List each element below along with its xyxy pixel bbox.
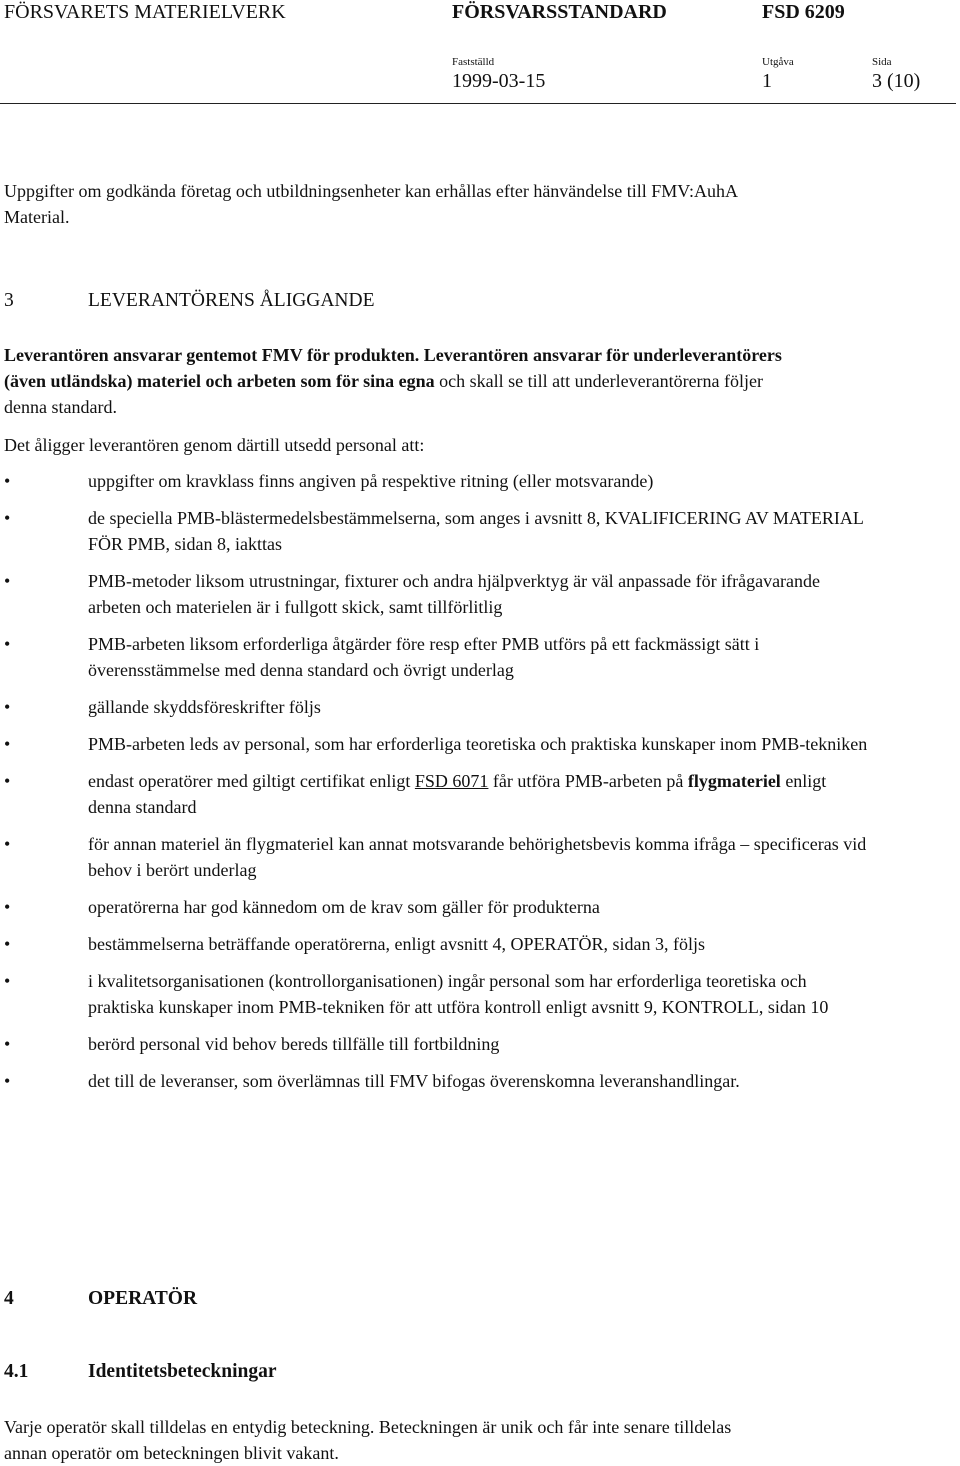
fsd-6071-link[interactable]: FSD 6071 bbox=[414, 771, 489, 791]
list-item: • det till de leveranser, som överlämnas till FMV bifogas överenskomna leveranshandlingar. bbox=[0, 1068, 868, 1094]
section-4-number: 4 bbox=[4, 1288, 14, 1309]
bullet-icon: • bbox=[4, 508, 11, 528]
list-item: • i kvalitetsorganisationen (kontrollorganisationen) ingår personal som har erforderliga teoretiska och praktiska kunskaper inom PMB-tekniken för att utföra kontroll enligt avsnitt 9, KONTROLL, sidan 10 bbox=[0, 968, 868, 1020]
list-item: • de speciella PMB-blästermedelsbestämmelserna, som anges i avsnitt 8, KVALIFICERING AV MATERIAL FÖR PMB, sidan 8, iakttas bbox=[0, 505, 868, 557]
list-item: • operatörerna har god kännedom om de krav som gäller för produkterna bbox=[0, 894, 868, 920]
list-item: • bestämmelserna beträffande operatörerna, enligt avsnitt 4, OPERATÖR, sidan 3, följs bbox=[0, 931, 868, 957]
list-item: • PMB-arbeten leds av personal, som har erforderliga teoretiska och praktiska kunskaper inom PMB-tekniken bbox=[0, 731, 868, 757]
section-4-1-paragraph: Varje operatör skall tilldelas en entydig beteckning. Beteckningen är unik och får inte senare tilldelas annan operatör om beteckningen blivit vakant. bbox=[4, 1417, 732, 1463]
header-page-label: Sida bbox=[872, 56, 892, 68]
section-4-title: OPERATÖR bbox=[88, 1288, 198, 1309]
header-doc-id: FSD 6209 bbox=[762, 1, 845, 23]
bullet-icon: • bbox=[4, 1034, 11, 1054]
flygmateriel-term: flygmateriel bbox=[687, 771, 781, 791]
list-item: • endast operatörer med giltigt certifikat enligt FSD 6071 får utföra PMB-arbeten på flygmateriel enligt denna standard bbox=[0, 768, 868, 820]
header-org: FÖRSVARETS MATERIELVERK bbox=[4, 1, 286, 23]
bullet-icon: • bbox=[4, 934, 11, 954]
list-item: • PMB-arbeten liksom erforderliga åtgärder före resp efter PMB utförs på ett fackmässigt sätt i överensstämmelse med denna standard och övrigt underlag bbox=[0, 631, 868, 683]
list-item: • berörd personal vid behov bereds tillfälle till fortbildning bbox=[0, 1031, 868, 1057]
bullet-icon: • bbox=[4, 971, 11, 991]
header-page-value: 3 (10) bbox=[872, 70, 921, 92]
bullet-icon: • bbox=[4, 471, 11, 491]
bullet-icon: • bbox=[4, 734, 11, 754]
header-rule bbox=[0, 103, 956, 104]
bullet-icon: • bbox=[4, 897, 11, 917]
header-established-value: 1999-03-15 bbox=[452, 70, 546, 92]
section-4-1-number: 4.1 bbox=[4, 1361, 29, 1382]
section-3-number: 3 bbox=[4, 290, 14, 311]
responsibility-normal-text: och skall se till att underleverantörerna följer denna standard. bbox=[4, 371, 764, 417]
header-edition-label: Utgåva bbox=[762, 56, 794, 68]
bullet-icon: • bbox=[4, 697, 11, 717]
section-3-responsibility-paragraph bbox=[4, 342, 794, 420]
section-4-1-title: Identitetsbeteckningar bbox=[88, 1361, 277, 1382]
obligations-list bbox=[0, 468, 960, 1105]
bullet-icon: • bbox=[4, 771, 11, 791]
responsibility-bold-text: Leverantören ansvarar gentemot FMV för produkten. Leverantören ansvarar för underleverantörers (även utländska) materiel och arbeten som för sina egna bbox=[4, 345, 782, 391]
bullet-icon: • bbox=[4, 571, 11, 591]
intro-paragraph: Uppgifter om godkända företag och utbildningsenheter kan erhållas efter hänvändelse till FMV:AuhA Material. bbox=[4, 181, 737, 227]
list-item: • gällande skyddsföreskrifter följs bbox=[0, 694, 868, 720]
header-edition-value: 1 bbox=[762, 70, 772, 92]
list-item: • uppgifter om kravklass finns angiven på respektive ritning (eller motsvarande) bbox=[0, 468, 868, 494]
bullet-icon: • bbox=[4, 834, 11, 854]
section-3-title: LEVERANTÖRENS ÅLIGGANDE bbox=[88, 290, 375, 311]
section-3-lead: Det åligger leverantören genom därtill utsedd personal att: bbox=[4, 435, 425, 455]
list-item: • för annan materiel än flygmateriel kan annat motsvarande behörighetsbevis komma ifråga – specificeras vid behov i berört underlag bbox=[0, 831, 868, 883]
header-established-label: Fastställd bbox=[452, 56, 495, 68]
header-doc-type: FÖRSVARSSTANDARD bbox=[452, 1, 667, 23]
bullet-icon: • bbox=[4, 634, 11, 654]
bullet-icon: • bbox=[4, 1071, 11, 1091]
list-item: • PMB-metoder liksom utrustningar, fixturer och andra hjälpverktyg är väl anpassade för ifrågavarande arbeten och materielen är i fullgott skick, samt tillförlitlig bbox=[0, 568, 868, 620]
